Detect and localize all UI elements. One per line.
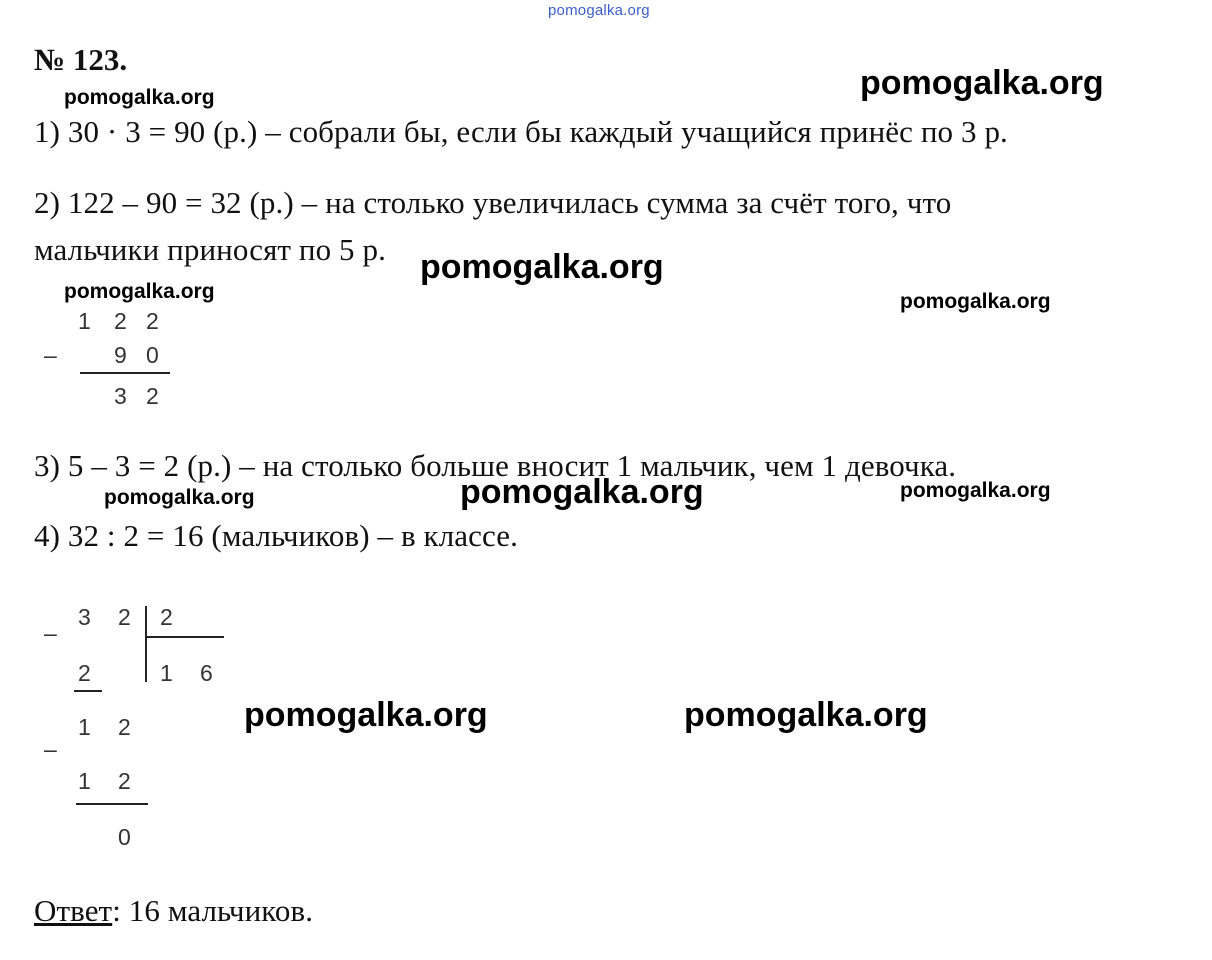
minuend-digit: 1 (78, 308, 91, 334)
watermark: pomogalka.org (420, 248, 664, 286)
divisor: 2 (160, 604, 173, 630)
task-number: № 123. (34, 42, 128, 77)
remainder-digit: 1 (78, 714, 91, 740)
subtracted-digit: 1 (78, 768, 91, 794)
answer-line (34, 893, 313, 929)
watermark: pomogalka.org (64, 280, 215, 303)
subtracted-digit: 2 (118, 768, 131, 794)
dividend-digit: 2 (118, 604, 131, 630)
divisor-rule (146, 636, 224, 638)
division-vertical-rule (145, 606, 147, 682)
minus-sign: – (44, 620, 57, 646)
subtrahend-digit: 0 (146, 342, 159, 368)
site-link[interactable]: pomogalka.org (548, 2, 650, 19)
watermark: pomogalka.org (64, 86, 215, 109)
dividend-digit: 3 (78, 604, 91, 630)
solution-step-4: 4) 32 : 2 = 16 (мальчиков) – в классе. (34, 518, 518, 553)
remainder-digit: 2 (118, 714, 131, 740)
minuend-digit: 2 (114, 308, 127, 334)
subtraction-rule (80, 372, 170, 374)
watermark: pomogalka.org (104, 486, 255, 509)
division-rule (74, 690, 102, 692)
solution-step-2-line-1: 2) 122 – 90 = 32 (р.) – на столько увеличилась сумма за счёт того, что (34, 185, 952, 220)
minuend-digit: 2 (146, 308, 159, 334)
final-remainder: 0 (118, 824, 131, 850)
subtrahend-digit: 9 (114, 342, 127, 368)
watermark: pomogalka.org (244, 696, 488, 734)
result-digit: 2 (146, 383, 159, 409)
solution-step-3: 3) 5 – 3 = 2 (р.) – на столько больше вносит 1 мальчик, чем 1 девочка. (34, 448, 957, 483)
watermark: pomogalka.org (860, 64, 1104, 102)
subtracted-digit: 2 (78, 660, 91, 686)
division-rule (76, 803, 148, 805)
watermark: pomogalka.org (684, 696, 928, 734)
watermark: pomogalka.org (900, 479, 1051, 502)
answer-label: Ответ (34, 893, 113, 928)
watermark: pomogalka.org (460, 473, 704, 511)
answer-text: : 16 мальчиков. (112, 893, 314, 928)
watermark: pomogalka.org (900, 290, 1051, 313)
quotient-digit: 6 (200, 660, 213, 686)
solution-step-2-line-2: мальчики приносят по 5 р. (34, 232, 386, 267)
quotient-digit: 1 (160, 660, 173, 686)
minus-sign: – (44, 736, 57, 762)
minus-sign: – (44, 342, 57, 368)
result-digit: 3 (114, 383, 127, 409)
solution-step-1: 1) 30 · 3 = 90 (р.) – собрали бы, если бы каждый учащийся принёс по 3 р. (34, 114, 1008, 149)
